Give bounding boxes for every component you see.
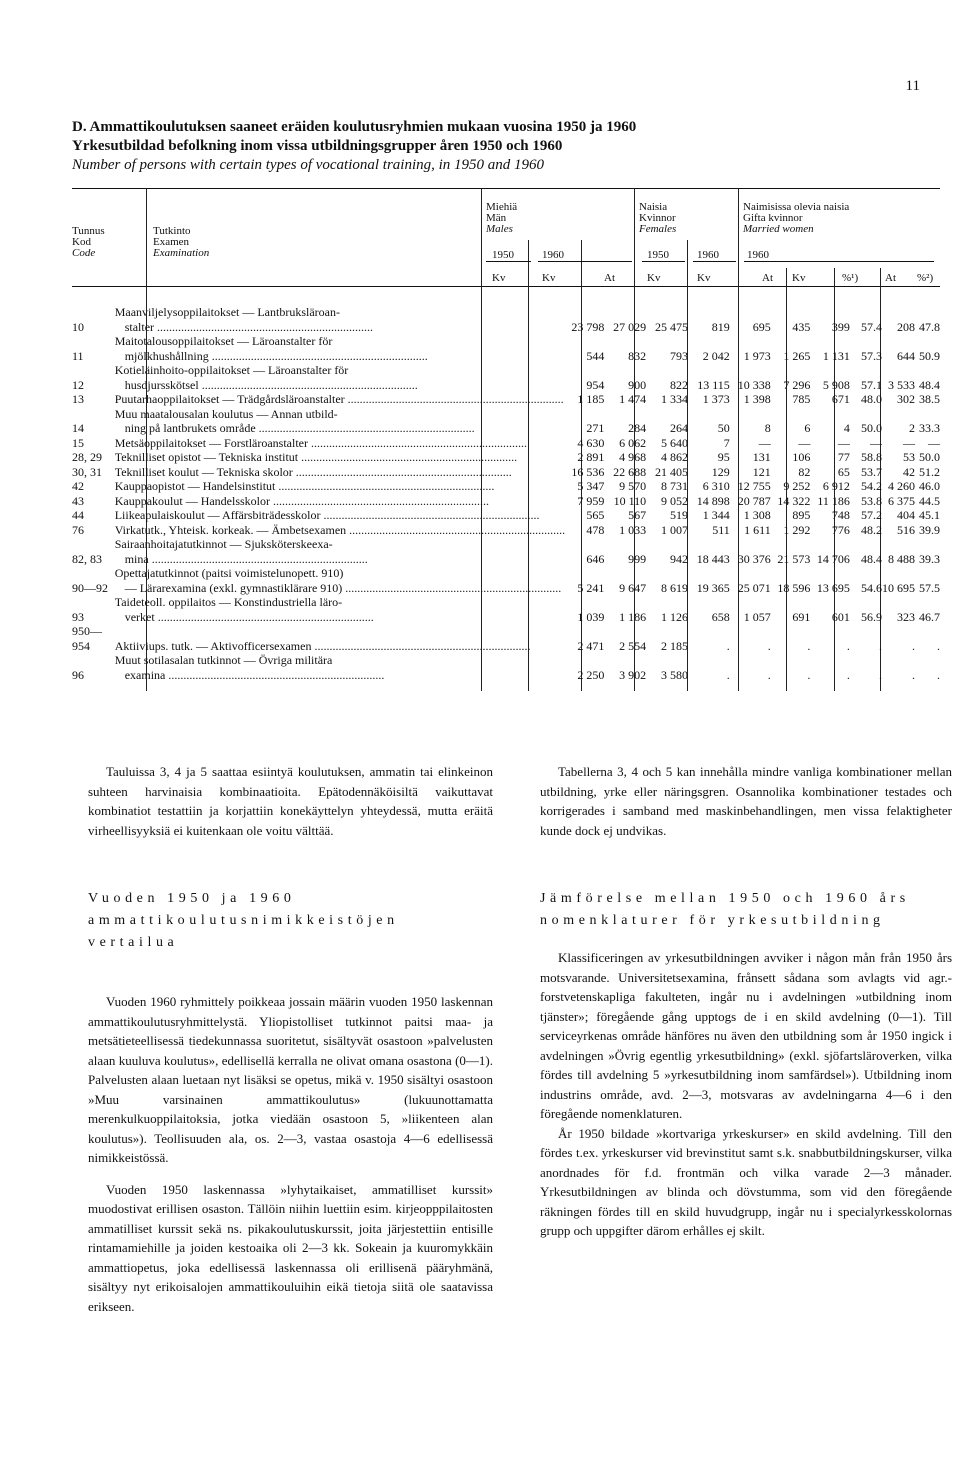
header-married-women: Naimisissa olevia naisia Gifta kvinnor Married women	[743, 201, 850, 235]
examination-line: stalter .....	[115, 320, 565, 335]
row-value: 2	[908, 421, 915, 435]
table-row	[72, 523, 940, 538]
section-swedish	[540, 888, 952, 1241]
header-females: Naisia Kvinnor Females	[639, 201, 677, 235]
row-value: 50	[717, 421, 730, 435]
row-value: 9 252	[783, 479, 811, 493]
row-value: 8 731	[660, 479, 688, 493]
row-value: 54.6	[860, 580, 882, 595]
row-value: 6	[804, 421, 811, 435]
row-value: 48.0	[860, 392, 882, 406]
row-examination	[115, 653, 565, 682]
row-value: 478	[586, 522, 605, 537]
row-value: 5 908	[822, 377, 850, 392]
header-males: Miehiä Män Males	[486, 201, 518, 235]
row-value: .	[807, 667, 811, 682]
header-year: 1960	[542, 249, 564, 261]
row-code: 93	[72, 609, 84, 624]
row-value: 6 062	[619, 435, 647, 450]
section-swedish-paragraph-1: Klassificeringen av yrkesutbildningen avviker i någon mån från 1950 års motsvarande. Universitetsexamina, frånsett sådana som avlagts vid agr.-forstvetenskapliga fakulteten, ingår nu i avdelningen »utbildning inom tjänster»; föregående gång upptogs de i en skild avdelning (0—1). Till serviceyrkenas område hänföres nu även den utbildning som år 1950 ingick i avdelningen »Övrig egentlig yrkesutbildning» (exkl. sjöfartsläroverken, vilka fördes till avdelning 5 »yrkesutbildning inom samfärdsel»). Utbildning inom industrins område, avd. 2—3, motsvaras av avdelningarna 4—6 i den föregående nomenklaturen.	[540, 950, 952, 1121]
row-examination	[115, 305, 565, 334]
header-code: Tunnus Kod Code	[72, 225, 105, 259]
row-value: 48.4	[919, 377, 940, 392]
examination-line: Maanviljelysoppilaitokset — Lantbruksläroan-	[114, 305, 340, 319]
row-value: 33.3	[919, 421, 940, 435]
row-value: 5 640	[660, 435, 688, 450]
row-value: 4	[843, 421, 850, 435]
row-value: 658	[711, 609, 730, 624]
row-value: 1 611	[744, 522, 771, 537]
row-value: 644	[896, 348, 915, 363]
row-value: —	[758, 435, 771, 450]
row-examination	[115, 407, 565, 436]
table-row	[72, 436, 940, 451]
row-value: —	[902, 435, 915, 450]
row-code: 12	[72, 377, 84, 392]
row-value: 2 471	[577, 638, 605, 653]
section-swedish-heading: Jämförelse mellan 1950 och 1960 års nomenklaturer för yrkesutbildning	[540, 891, 910, 928]
unit-label: %¹)	[842, 272, 859, 284]
row-value: 4 630	[577, 435, 605, 450]
row-value: 895	[792, 508, 811, 522]
unit-label: Kv	[492, 272, 506, 284]
row-value: 30 376	[737, 551, 771, 566]
row-code: 44	[72, 508, 84, 522]
table-row	[72, 653, 940, 682]
unit-label: At	[762, 272, 773, 284]
unit-label: %²)	[917, 272, 934, 284]
row-value: 10 695	[881, 580, 915, 595]
table-row	[72, 465, 940, 480]
row-value: 48.2	[860, 522, 882, 537]
row-examination	[115, 436, 565, 451]
section-swedish-paragraph-2: År 1950 bildade »kortvariga yrkeskurser» en skild avdelning. Till den fördes t.ex. yrkeskurser vid brevinstitut samt s.k. snabbutbildningskurser, vilka anordnades för f.d. frontmän och vilka varade 2—3 månader. Yrkesutbildningen av blinda och dövstumma, som vid den föregående räkningen fördes till en skild huvudgrupp, ingår nu i specialyrkesskolornas grupp och uppgifter därom erhålles ej skilt.	[540, 1125, 952, 1238]
row-value: .	[878, 667, 882, 682]
row-value: 516	[896, 522, 915, 537]
header-rule	[744, 261, 934, 262]
row-value: 9 647	[619, 580, 647, 595]
row-value: 793	[669, 348, 688, 363]
row-code: 90—92	[72, 580, 108, 595]
row-value: 10 338	[737, 377, 771, 392]
section-finnish-heading: Vuoden 1950 ja 1960 ammattikoulutusnimikkeistöjen vertailua	[88, 891, 399, 950]
row-value: 671	[831, 392, 850, 406]
row-value: 4 968	[619, 450, 647, 464]
row-value: 14 706	[816, 551, 850, 566]
row-value: 8 488	[887, 551, 915, 566]
row-value: 691	[792, 609, 811, 624]
table-row	[72, 508, 940, 523]
row-examination	[115, 566, 565, 595]
row-value: 42	[902, 464, 915, 479]
row-examination	[115, 508, 565, 523]
row-value: 131	[752, 450, 771, 464]
row-code: 30, 31	[72, 464, 102, 479]
row-value: 46.7	[919, 609, 940, 624]
row-value: 511	[712, 522, 730, 537]
examination-line: Kauppakoulut — Handelsskolor .....	[115, 494, 565, 509]
row-code: 96	[72, 667, 84, 682]
examination-line: Opettajatutkinnot (paitsi voimistelunopett. 910)	[114, 566, 344, 580]
row-value: 10 110	[613, 493, 647, 508]
row-value: .	[937, 667, 940, 682]
row-value: 1 373	[702, 392, 730, 406]
row-value: 129	[711, 464, 730, 479]
row-value: 53.8	[860, 493, 882, 508]
row-value: 5 347	[577, 479, 605, 493]
header-rule	[486, 261, 531, 262]
unit-label: At	[604, 272, 615, 284]
examination-line: Muu maatalousalan koulutus — Annan utbild-	[114, 406, 338, 421]
examination-line: ning på lantbrukets område .....	[115, 421, 565, 436]
row-value: 208	[896, 319, 915, 334]
row-value: 1 474	[619, 392, 647, 406]
row-value: 21 573	[777, 551, 811, 566]
unit-label: Kv	[647, 272, 661, 284]
row-value: 900	[628, 377, 647, 392]
title-english: Number of persons with certain types of vocational training, in 1950 and 1960	[72, 157, 545, 173]
row-value: 567	[628, 508, 647, 522]
row-value: 601	[831, 609, 850, 624]
row-code: 76	[72, 522, 84, 537]
row-value: 20 787	[737, 493, 771, 508]
row-value: 1 033	[619, 522, 647, 537]
row-value: 9 052	[660, 493, 688, 508]
table-row	[72, 392, 940, 407]
row-value: 785	[792, 392, 811, 406]
row-value: 519	[669, 508, 688, 522]
examination-line: Metsäoppilaitokset — Forstläroanstalter .....	[115, 436, 565, 451]
row-value: 1 308	[743, 508, 771, 522]
title-swedish: Yrkesutbildad befolkning inom vissa utbildningsgrupper åren 1950 och 1960	[72, 138, 563, 154]
row-code: 28, 29	[72, 450, 102, 464]
row-value: 2 250	[577, 667, 605, 682]
title-finnish: D. Ammattikoulutuksen saaneet eräiden koulutusryhmien mukaan vuosina 1950 ja 1960	[72, 119, 637, 135]
header-year: 1950	[647, 249, 669, 261]
examination-line: verket .....	[115, 610, 565, 625]
examination-line: Sairaanhoitajatutkinnot — Sjuksköterskeexa-	[114, 537, 333, 551]
row-value: 544	[586, 348, 605, 363]
note-swedish	[540, 762, 952, 840]
table-row	[72, 407, 940, 436]
row-value: 57.2	[860, 508, 882, 522]
row-value: 565	[586, 508, 605, 522]
row-value: 45.1	[919, 508, 940, 522]
row-value: 44.5	[919, 493, 940, 508]
table-title-block	[72, 118, 922, 175]
row-value: 13 115	[697, 377, 730, 392]
row-examination	[115, 494, 565, 509]
row-value: 2 554	[619, 638, 647, 653]
row-value: 39.3	[919, 551, 940, 566]
row-value: 4 862	[660, 450, 688, 464]
row-code: 42	[72, 479, 84, 493]
row-value: 38.5	[919, 392, 940, 406]
row-value: 50.0	[919, 450, 940, 464]
table-row	[72, 566, 940, 595]
row-code: 82, 83	[72, 551, 102, 566]
row-value: 2 185	[660, 638, 688, 653]
row-value: 1 186	[619, 609, 647, 624]
row-value: 1 039	[577, 609, 605, 624]
row-value: .	[937, 638, 940, 653]
row-value: 8	[764, 421, 771, 435]
row-value: 695	[752, 319, 771, 334]
unit-label: Kv	[792, 272, 806, 284]
row-value: 50.0	[860, 421, 882, 435]
table-row	[72, 450, 940, 465]
row-value: 1 057	[743, 609, 771, 624]
row-value: 56.9	[860, 609, 882, 624]
row-value: 25 475	[654, 319, 688, 334]
row-value: 399	[831, 319, 850, 334]
row-value: 6 375	[887, 493, 915, 508]
row-value: 23 798	[571, 319, 605, 334]
row-value: 19 365	[696, 580, 730, 595]
row-value: 2 042	[702, 348, 730, 363]
row-value: 1 185	[577, 392, 605, 406]
row-value: 18 596	[777, 580, 811, 595]
row-code: 10	[72, 319, 84, 334]
row-value: 1 126	[660, 609, 688, 624]
row-value: 748	[831, 508, 850, 522]
row-value: 14 898	[696, 493, 730, 508]
unit-label: Kv	[542, 272, 556, 284]
row-value: 302	[896, 392, 915, 406]
row-value: 106	[792, 450, 811, 464]
row-value: 1 292	[783, 522, 811, 537]
row-value: 16 536	[571, 464, 605, 479]
row-value: 4 260	[887, 479, 915, 493]
examination-line: Kauppaopistot — Handelsinstitut .....	[115, 479, 565, 494]
unit-label: At	[885, 272, 896, 284]
section-finnish-paragraph-2: Vuoden 1950 laskennassa »lyhytaikaiset, ammatilliset kurssit» muodostivat erillisen osaston. Tällöin niihin luettiin esim. kirjeopppilaitosten ammatilliset kurssit sekä ns. pikakoulutuskurssit, joita järjestettiin entisille rintamamiehille ja joiden kestoaika oli 2—3 kk. Sokeain ja kuuromykkäin ammattiopetus, joka edellisessä laskennassa oli erillisenä pääryhmänä, sisältyy nyt erikoisalojen ammattikouluihin eikä tietoja siitä ole saatavissa erikseen.	[88, 1181, 493, 1314]
examination-line: Aktiiviups. tutk. — Aktivofficersexamen .....	[115, 639, 565, 654]
row-value: 7 959	[577, 493, 605, 508]
unit-label: Kv	[697, 272, 711, 284]
row-examination	[115, 363, 565, 392]
examination-line: mina .....	[115, 552, 565, 567]
row-value: 999	[628, 551, 647, 566]
row-value: 271	[586, 421, 605, 435]
row-value: 82	[798, 464, 811, 479]
row-value: 3 902	[619, 667, 647, 682]
header-bottom-rule	[72, 286, 940, 287]
examination-line: Taideteoll. oppilaitos — Konstindustriella läro-	[114, 595, 343, 609]
table-row	[72, 595, 940, 624]
row-value: 264	[669, 421, 688, 435]
row-examination	[115, 392, 565, 407]
row-value: 13 695	[816, 580, 850, 595]
row-value: .	[846, 638, 850, 653]
row-value: 57.4	[860, 319, 882, 334]
row-value: 53	[902, 450, 915, 464]
note-swedish-text: Tabellerna 3, 4 och 5 kan innehålla mindre vanliga kombinationer mellan utbildning, yrke eller näringsgren. Osannolika kombinationer testades och korrigerades i samband med maskinbehandlingen, men vissa felaktigheter kunde dock ej undvikas.	[540, 764, 952, 838]
row-value: 57.5	[919, 580, 940, 595]
table-row	[72, 537, 940, 566]
row-value: —	[837, 435, 850, 450]
section-finnish-paragraph-1: Vuoden 1960 ryhmittely poikkeaa jossain määrin vuoden 1950 laskennan ammattikoulutusryhmittelystä. Yliopistolliset tutkinnot paitsi maa- ja metsätieteellisessä tiedekunnassa suoritetut, sisältyvät osastoon »palvelusten alaan kuuluva koulutus», edellisellä kerralla ne olivat omana osastona (0—1). Palvelusten alaan luetaan nyt lisäksi se opetus, mikä v. 1950 sisältyi osastoon »Muu varsinainen ammattikoulutus» (lukuunottamatta merenkulkuoppilaitoksia, jotka viedään osastoon 5, »liikenteen alan koulutus»). Teollisuuden ala, os. 2—3, vastaa osastoja 4—6 edellisessä nimikkeistössä.	[88, 994, 493, 1165]
row-value: .	[767, 667, 771, 682]
row-value: 6 912	[822, 479, 850, 493]
row-value: 1 973	[743, 348, 771, 363]
row-value: 18 443	[696, 551, 730, 566]
table-row	[72, 305, 940, 334]
row-value: 9 570	[619, 479, 647, 493]
row-value: 1 131	[822, 348, 850, 363]
examination-line: Teknilliset opistot — Tekniska institut .....	[115, 450, 565, 465]
examination-line: examina .....	[115, 668, 565, 683]
table-row	[72, 334, 940, 363]
row-examination	[115, 465, 565, 480]
row-value: 50.9	[919, 348, 940, 363]
row-value: 7	[723, 435, 730, 450]
row-value: 776	[831, 522, 850, 537]
row-value: 51.2	[919, 464, 940, 479]
row-value: 46.0	[919, 479, 940, 493]
row-value: 14 322	[777, 493, 811, 508]
row-value: 47.8	[919, 319, 940, 334]
row-value: 22 688	[613, 464, 647, 479]
examination-line: Liikeapulaiskoulut — Affärsbiträdesskolor .....	[115, 508, 565, 523]
examination-line: husdjursskötsel .....	[115, 378, 565, 393]
header-examination: Tutkinto Examen Examination	[153, 225, 210, 259]
row-value: 77	[837, 450, 850, 464]
table-row	[72, 479, 940, 494]
row-value: 3 533	[887, 377, 915, 392]
row-value: —	[869, 435, 882, 450]
row-value: 121	[752, 464, 771, 479]
row-value: 646	[586, 551, 605, 566]
row-value: 284	[628, 421, 647, 435]
row-value: 53.7	[860, 464, 882, 479]
row-value: 6 310	[702, 479, 730, 493]
row-value: 21 405	[654, 464, 688, 479]
examination-line: — Lärarexamina (exkl. gymnastiklärare 910) .....	[115, 581, 565, 596]
row-examination	[115, 523, 565, 538]
examination-line: Teknilliset koulut — Tekniska skolor .....	[115, 465, 565, 480]
row-value: 7 296	[783, 377, 811, 392]
note-finnish-text: Tauluissa 3, 4 ja 5 saattaa esiintyä koulutuksen, ammatin tai elinkeinon suhteen harvinaisia kombinaatioita. Epätodennäköisiltä vaikuttavat kombinatiot testattiin ja korjattiin konekäyttelyn yhteydessä, mutta eräitä virheellisyyksiä ei kuitenkaan ole voitu välttää.	[88, 764, 493, 838]
row-value: 1 334	[660, 392, 688, 406]
examination-line: Virkatutk., Yhteisk. korkeak. — Ämbetsexamen .....	[115, 523, 565, 538]
row-value: 65	[837, 464, 850, 479]
row-value: 2 891	[577, 450, 605, 464]
row-value: 54.2	[860, 479, 882, 493]
row-value: 57.1	[860, 377, 882, 392]
row-value: 12 755	[737, 479, 771, 493]
header-rule	[642, 261, 685, 262]
row-code: 15	[72, 435, 84, 450]
row-value: 57.3	[860, 348, 882, 363]
table-row	[72, 494, 940, 509]
row-examination	[115, 624, 565, 653]
data-table-body	[72, 305, 940, 682]
row-value: 25 071	[737, 580, 771, 595]
row-value: .	[767, 638, 771, 653]
row-value: —	[798, 435, 811, 450]
section-finnish	[88, 888, 493, 1316]
row-examination	[115, 537, 565, 566]
row-value: .	[726, 667, 730, 682]
row-value: 819	[711, 319, 730, 334]
page-number: 11	[905, 78, 920, 94]
row-code: 43	[72, 493, 84, 508]
row-value: 404	[896, 508, 915, 522]
row-value: —	[928, 435, 940, 450]
table-row	[72, 363, 940, 392]
row-value: .	[846, 667, 850, 682]
row-value: 323	[896, 609, 915, 624]
row-value: .	[878, 638, 882, 653]
row-value: 27 029	[613, 319, 647, 334]
row-examination	[115, 479, 565, 494]
row-code: 13	[72, 392, 84, 406]
examination-line: Puutarhaoppilaitokset — Trädgårdsläroanstalter .....	[115, 392, 565, 407]
row-examination	[115, 334, 565, 363]
examination-line: mjölkhushållning .....	[115, 349, 565, 364]
examination-line: Kotieläinhoito-oppilaitokset — Läroanstalter för	[114, 363, 349, 377]
row-value: 5 241	[577, 580, 605, 595]
header-rule	[693, 261, 736, 262]
row-value: 1 007	[660, 522, 688, 537]
row-examination	[115, 595, 565, 624]
row-value: 822	[669, 377, 688, 392]
row-value: .	[911, 638, 915, 653]
row-value: .	[807, 638, 811, 653]
row-value: 1 344	[702, 508, 730, 522]
row-code: 14	[72, 421, 84, 435]
row-code: 950—954	[72, 624, 102, 653]
row-value: 8 619	[660, 580, 688, 595]
header-rule	[538, 261, 632, 262]
header-year: 1950	[492, 249, 514, 261]
row-value: 1 398	[743, 392, 771, 406]
row-value: 435	[792, 319, 811, 334]
row-value: 58.8	[860, 450, 882, 464]
examination-line: Maitotalousoppilaitokset — Läroanstalter för	[114, 334, 333, 348]
row-examination	[115, 450, 565, 465]
row-value: 48.4	[860, 551, 882, 566]
table-top-rule	[72, 188, 940, 189]
row-value: 3 580	[660, 667, 688, 682]
note-finnish	[88, 762, 493, 840]
row-value: 95	[717, 450, 730, 464]
table-row	[72, 624, 940, 653]
header-year: 1960	[747, 249, 769, 261]
examination-line: Muut sotilasalan tutkinnot — Övriga militära	[114, 653, 333, 667]
row-value: 954	[586, 377, 605, 392]
row-value: 39.9	[919, 522, 940, 537]
row-value: 832	[628, 348, 647, 363]
row-value: 942	[669, 551, 688, 566]
header-year: 1960	[697, 249, 719, 261]
row-value: .	[726, 638, 730, 653]
row-value: 11 186	[817, 493, 850, 508]
row-value: 1 265	[783, 348, 811, 363]
row-code: 11	[72, 348, 84, 363]
row-value: .	[911, 667, 915, 682]
